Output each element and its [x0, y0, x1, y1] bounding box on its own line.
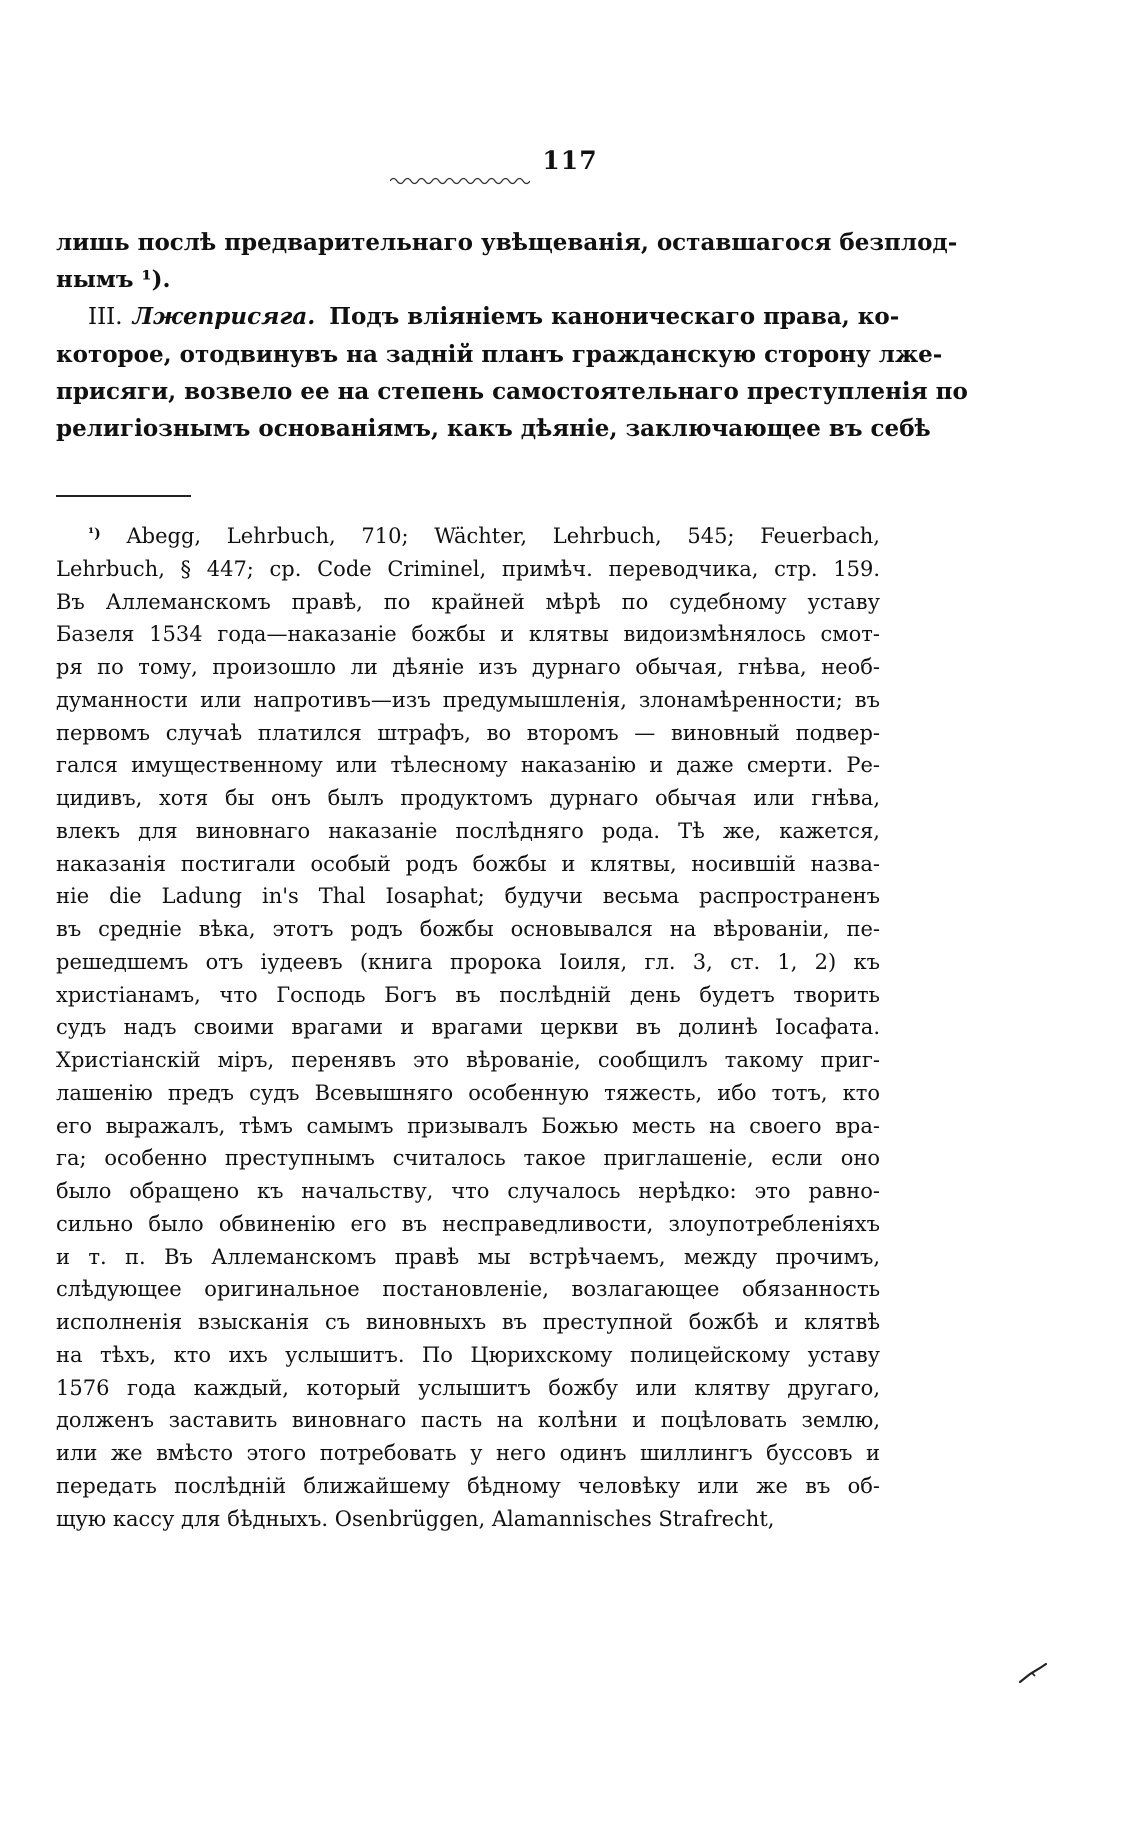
footnote-line: га; особенно преступнымъ считалось такое приглашенiе, если оно	[56, 1146, 880, 1171]
page-number: 117	[542, 146, 598, 175]
footnote-line: христiанамъ, что Господь Богъ въ послѣднiй день будетъ творить	[56, 982, 880, 1007]
body-line: религiознымъ основанiямъ, какъ дѣянiе, заключающее въ себѣ	[56, 415, 931, 442]
footnote-line: судъ надъ своими врагами и врагами церкви въ долинѣ Iосафата.	[56, 1015, 880, 1040]
footnote-line: слѣдующее оригинальное постановленiе, возлагающее обязанность	[56, 1277, 880, 1302]
footnote-marker: ¹)	[88, 526, 101, 542]
footnote-line: решедшемъ отъ iудеевъ (книга пророка Iоиля, гл. 3, ст. 1, 2) къ	[56, 949, 880, 974]
footnote-line: Базеля 1534 года—наказанiе божбы и клятвы видоизмѣнялось смот-	[56, 622, 880, 647]
footnote-line: Lehrbuch, § 447; ср. Code Criminel, примѣч. переводчика, стр. 159.	[56, 556, 880, 581]
section-heading-line	[56, 298, 900, 336]
section-text: Подъ влiянiемъ каноническаго права, ко-	[329, 303, 900, 330]
footnote-line: цидивъ, хотя бы онъ былъ продуктомъ дурнаго обычая или гнѣва,	[56, 786, 880, 810]
footnote-line: на тѣхъ, кто ихъ услышитъ. По Цюрихскому полицейскому уставу	[56, 1342, 880, 1367]
body-line: присяги, возвело ее на степень самостоятельнаго преступленiя по	[56, 378, 968, 405]
footnote-line: его выражалъ, тѣмъ самымъ призывалъ Божью месть на своего вра-	[56, 1113, 880, 1138]
footnote-line: гался имущественному или тѣлесному наказанiю и даже смерти. Ре-	[56, 753, 880, 778]
body-line: нымъ ¹).	[56, 266, 171, 293]
footnote-line: исполненiя взысканiя съ виновныхъ въ преступной божбѣ и клятвѣ	[56, 1310, 880, 1334]
section-number: III.	[88, 304, 123, 330]
footnote-separator	[56, 495, 191, 497]
footnote-line: передать послѣднiй ближайшему бѣдному человѣку или же въ об-	[56, 1473, 880, 1498]
footnote-line: Въ Аллеманскомъ правѣ, по крайней мѣрѣ по судебному уставу	[56, 589, 880, 614]
footnote-line: 1576 года каждый, который услышитъ божбу или клятву другаго,	[56, 1375, 880, 1400]
footnote	[56, 520, 880, 1535]
footnote-line: въ средніе вѣка, этотъ родъ божбы основывался на вѣрованiи, пе-	[56, 917, 880, 941]
footnote-line: Христiанскiй мiръ, перенявъ это вѣрованiе, сообщилъ такому приг-	[56, 1048, 880, 1072]
main-text	[56, 224, 968, 447]
footnote-line: нiе die Ladung in's Thal Iosaphat; будучи весьма распространенъ	[56, 884, 880, 909]
footnote-line: долженъ заставить виновнаго пасть на колѣни и поцѣловать землю,	[56, 1408, 880, 1433]
pen-mark-icon	[1018, 1662, 1048, 1684]
wavy-ornament	[390, 176, 530, 186]
footnote-line: думанности или напротивъ—изъ предумышленiя, злонамѣренности; въ	[56, 687, 880, 712]
body-line: которое, отодвинувъ на заднiй планъ гражданскую сторону лже-	[56, 341, 943, 368]
body-line: лишь послѣ предварительнаго увѣщеванія, оставшагося безплод-	[56, 229, 958, 256]
footnote-line: первомъ случаѣ платился штрафъ, во второмъ — виновный подвер-	[56, 720, 880, 745]
footnote-line: было обращено къ начальству, что случалось нерѣдко: это равно-	[56, 1179, 880, 1203]
footnote-line: или же вмѣсто этого потребовать у него одинъ шиллингъ буссовъ и	[56, 1441, 880, 1465]
footnote-line: наказанiя постигали особый родъ божбы и клятвы, носившiй назва-	[56, 851, 880, 876]
section-title: Лжеприсяга.	[132, 303, 316, 330]
footnote-line: влекъ для виновнаго наказанiе послѣдняго рода. Тѣ же, кажется,	[56, 818, 880, 843]
footnote-line	[56, 520, 880, 553]
footnote-first-text: Abegg, Lehrbuch, 710; Wächter, Lehrbuch, 545; Feuerbach,	[126, 524, 880, 548]
footnote-line: щую кассу для бѣдныхъ. Osenbrüggen, Alamannisches Strafrecht,	[56, 1506, 775, 1531]
footnote-line: и т. п. Въ Аллеманскомъ правѣ мы встрѣчаемъ, между прочимъ,	[56, 1244, 880, 1269]
footnote-line: лашенiю предъ судъ Всевышняго особенную тяжесть, ибо тотъ, кто	[56, 1080, 880, 1105]
footnote-line: сильно было обвиненiю его въ несправедливости, злоупотребленiяхъ	[56, 1211, 880, 1236]
footnote-line: ря по тому, произошло ли дѣянiе изъ дурнаго обычая, гнѣва, необ-	[56, 655, 880, 679]
